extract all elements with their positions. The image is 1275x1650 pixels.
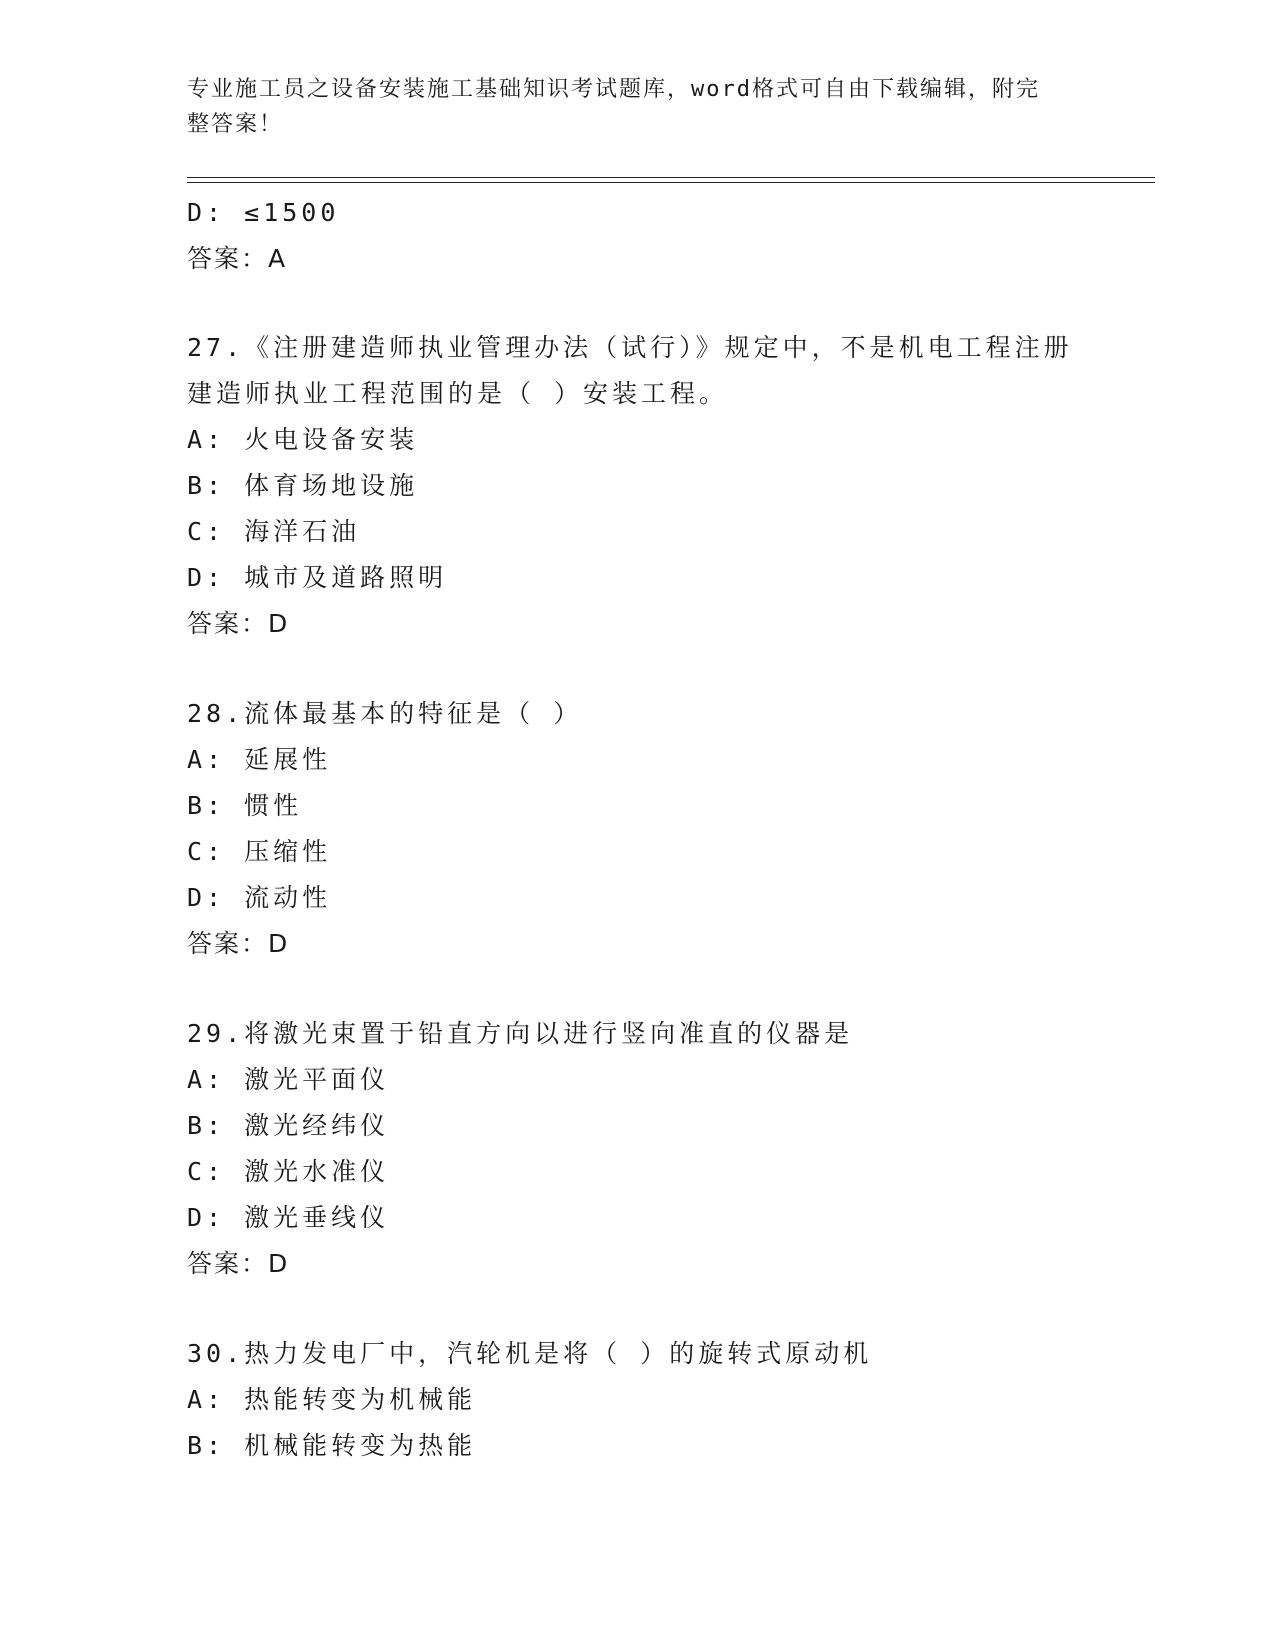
answer-line: 答案：D [187,609,290,638]
option-b: B: 体育场地设施 [187,471,419,500]
question-29 [187,1011,1087,1287]
spacer [187,282,1087,325]
question-30 [187,1331,1087,1469]
option-a: A: 热能转变为机械能 [187,1385,477,1414]
header-line-2: 整答案！ [187,112,284,137]
question-stem: 28.流体最基本的特征是（ ） [187,699,583,728]
question-stem: 建造师执业工程范围的是（ ）安装工程。 [187,379,729,408]
spacer [187,1287,1087,1331]
option-c: C: 激光水准仪 [187,1157,390,1186]
option-d: D: ≤1500 [187,198,340,227]
question-stem: 30.热力发电厂中，汽轮机是将（ ）的旋转式原动机 [187,1339,873,1368]
answer-line: 答案：D [187,929,290,958]
question-stem: 29.将激光束置于铅直方向以进行竖向准直的仪器是 [187,1019,854,1048]
answer-line: 答案：A [187,244,288,273]
question-27 [187,325,1087,647]
spacer [187,967,1087,1011]
option-d: D: 流动性 [187,883,332,912]
question-stem: 27.《注册建造师执业管理办法（试行）》规定中，不是机电工程注册 [187,333,1073,362]
option-d: D: 城市及道路照明 [187,563,448,592]
option-a: A: 火电设备安装 [187,425,419,454]
option-a: A: 延展性 [187,745,332,774]
question-28 [187,691,1087,967]
header-divider-top [187,177,1155,178]
header-divider-bottom [187,182,1155,183]
option-b: B: 惯性 [187,791,303,820]
option-c: C: 海洋石油 [187,517,361,546]
option-b: B: 机械能转变为热能 [187,1431,477,1460]
option-d: D: 激光垂线仪 [187,1203,390,1232]
option-c: C: 压缩性 [187,837,332,866]
question-list [187,190,1087,1469]
option-a: A: 激光平面仪 [187,1065,390,1094]
answer-line: 答案：D [187,1249,290,1278]
option-b: B: 激光经纬仪 [187,1111,390,1140]
document-header [187,72,1067,142]
header-line-1: 专业施工员之设备安装施工基础知识考试题库，word格式可自由下载编辑，附完 [187,77,1040,102]
spacer [187,647,1087,691]
